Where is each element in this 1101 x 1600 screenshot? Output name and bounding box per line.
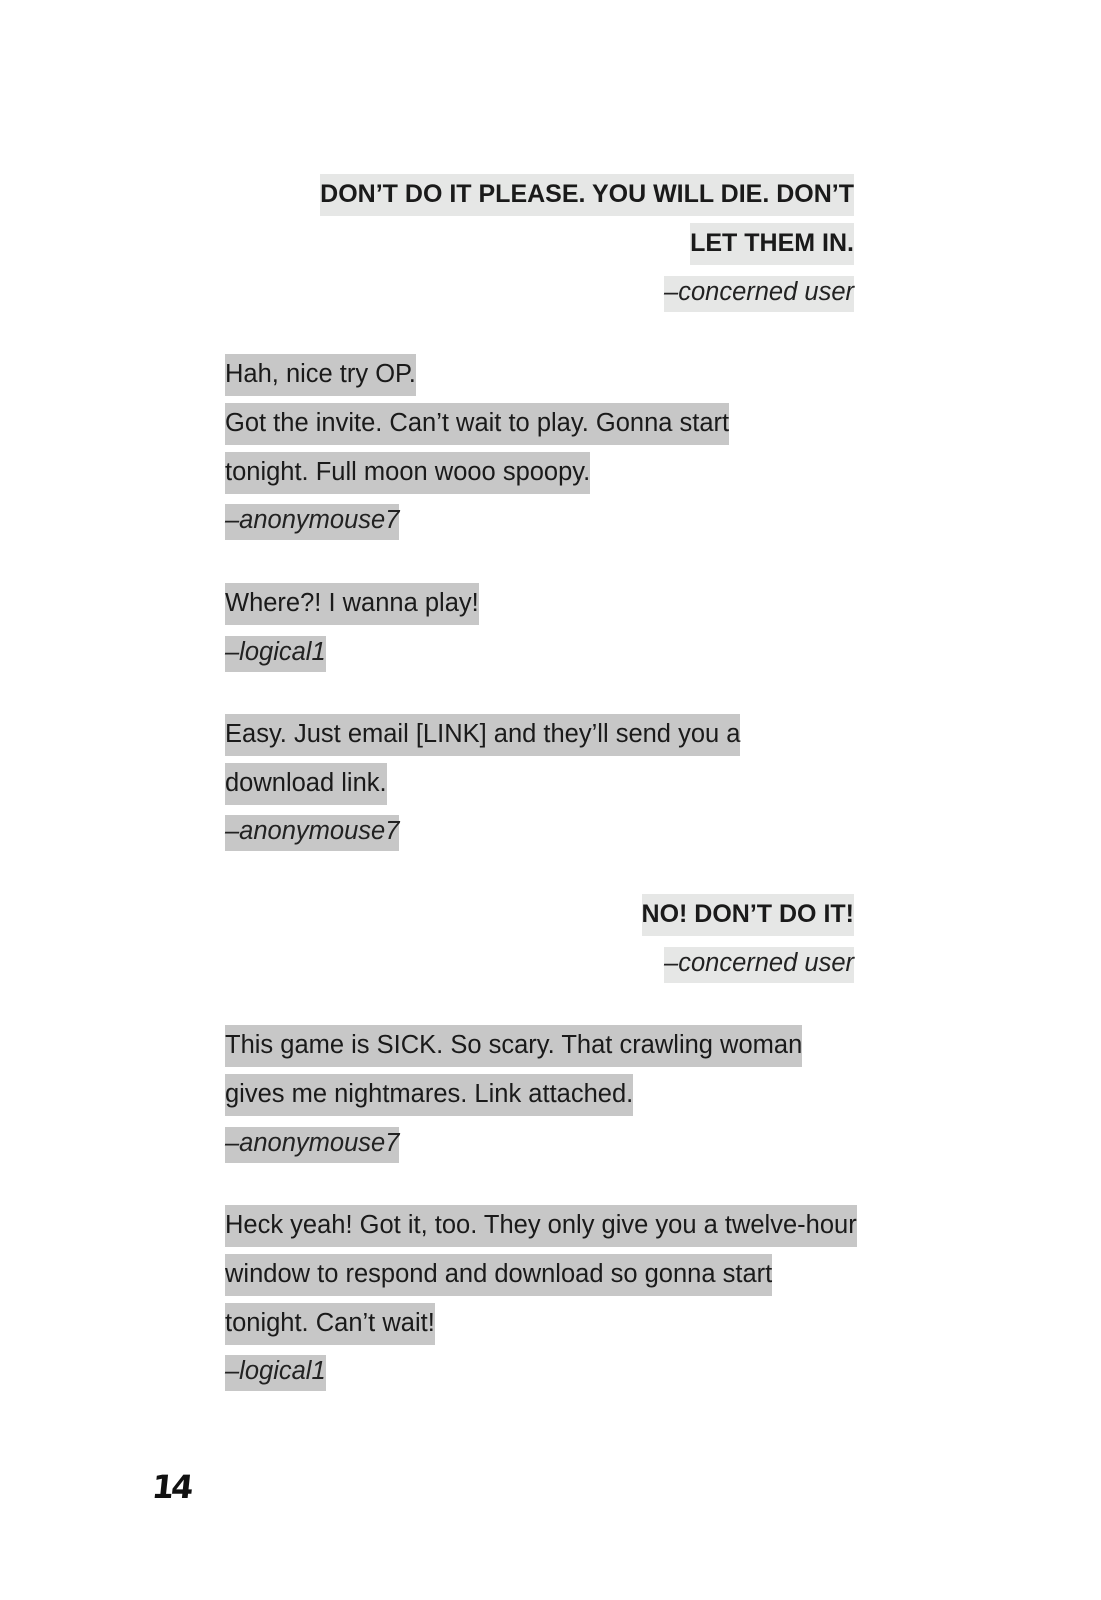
author-name: –anonymouse7: [225, 815, 399, 851]
post-author: [225, 811, 825, 851]
author-name: –anonymouse7: [225, 1127, 399, 1163]
post-text: DON’T DO IT PLEASE. YOU WILL DIE. DON’T LET THEM IN.: [320, 174, 854, 265]
author-name: –anonymouse7: [225, 504, 399, 540]
post-text: Easy. Just email [LINK] and they’ll send you a download link.: [225, 714, 740, 805]
post-text: Heck yeah! Got it, too. They only give you a twelve-hour window to respond and download so gonna start tonight. Can’t wait!: [225, 1205, 857, 1345]
post-author: [268, 943, 854, 983]
post-author: [225, 500, 825, 540]
author-name: –concerned user: [664, 276, 854, 312]
post-message: [225, 1201, 857, 1348]
post-author: [225, 1123, 825, 1163]
post-message: [268, 170, 854, 268]
post-message: [225, 579, 825, 628]
post-message: [225, 710, 791, 808]
post-message: [225, 1021, 855, 1119]
author-name: –logical1: [225, 1355, 326, 1391]
post-text-line: Got the invite. Can’t wait to play. Gonna start tonight. Full moon wooo spoopy.: [225, 403, 729, 494]
author-name: –concerned user: [664, 947, 854, 983]
post-author: [268, 272, 854, 312]
post-text: NO! DON’T DO IT!: [642, 894, 854, 936]
post-author: [225, 632, 825, 672]
author-name: –logical1: [225, 636, 326, 672]
post-text: This game is SICK. So scary. That crawling woman gives me nightmares. Link attached.: [225, 1025, 802, 1116]
post-text-line: Hah, nice try OP.: [225, 354, 416, 396]
page-number: 14: [150, 1468, 193, 1506]
post-message: [268, 890, 854, 939]
post-message: [225, 350, 765, 497]
post-author: [225, 1351, 825, 1391]
post-text: Where?! I wanna play!: [225, 583, 479, 625]
